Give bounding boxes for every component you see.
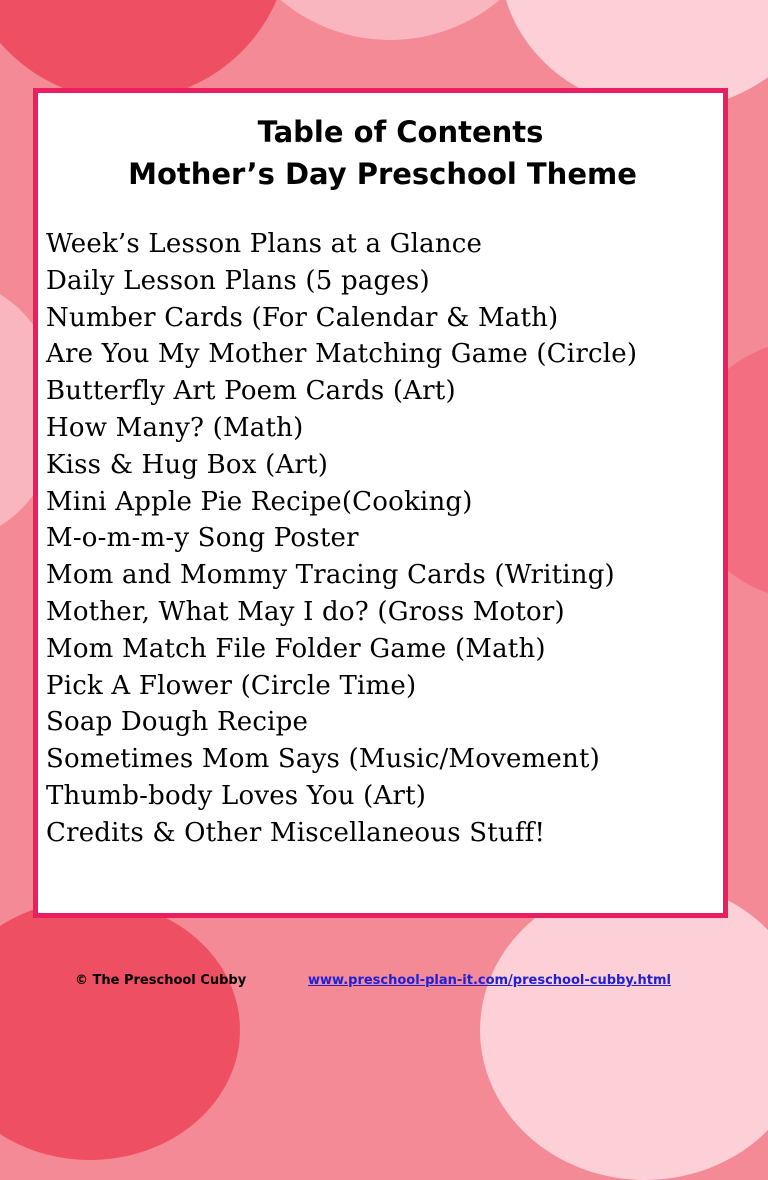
toc-item: Thumb-body Loves You (Art) bbox=[46, 780, 427, 811]
toc-item: Mini Apple Pie Recipe(Cooking) bbox=[46, 486, 473, 517]
page-title: Table of Contents bbox=[257, 115, 544, 149]
toc-item: Mom and Mommy Tracing Cards (Writing) bbox=[46, 560, 615, 591]
toc-item: M-o-m-m-y Song Poster bbox=[46, 523, 359, 554]
toc-item: Sometimes Mom Says (Music/Movement) bbox=[46, 744, 600, 775]
toc-item: Kiss & Hug Box (Art) bbox=[46, 449, 329, 480]
background-dot bbox=[0, 900, 240, 1160]
footer-copyright: © The Preschool Cubby bbox=[75, 973, 247, 988]
toc-item: How Many? (Math) bbox=[46, 412, 304, 443]
toc-item: Week’s Lesson Plans at a Glance bbox=[46, 229, 483, 259]
content-card bbox=[33, 88, 728, 918]
background-dot bbox=[480, 880, 768, 1180]
background-dot bbox=[0, 0, 290, 100]
toc-item: Butterfly Art Poem Cards (Art) bbox=[46, 376, 456, 407]
toc-item: Daily Lesson Plans (5 pages) bbox=[46, 265, 430, 296]
page-subtitle: Mother’s Day Preschool Theme bbox=[128, 157, 637, 191]
toc-item: Credits & Other Miscellaneous Stuff! bbox=[46, 817, 546, 848]
toc-item: Soap Dough Recipe bbox=[46, 707, 309, 738]
toc-item: Number Cards (For Calendar & Math) bbox=[46, 302, 559, 333]
toc-item: Mother, What May I do? (Gross Motor) bbox=[46, 596, 565, 627]
toc-item: Pick A Flower (Circle Time) bbox=[46, 670, 417, 701]
toc-item: Are You My Mother Matching Game (Circle) bbox=[46, 339, 638, 370]
footer-website-link[interactable]: www.preschool-plan-it.com/preschool-cubby.html bbox=[308, 973, 672, 988]
toc-item: Mom Match File Folder Game (Math) bbox=[46, 633, 546, 664]
table-of-contents-list bbox=[46, 226, 637, 852]
